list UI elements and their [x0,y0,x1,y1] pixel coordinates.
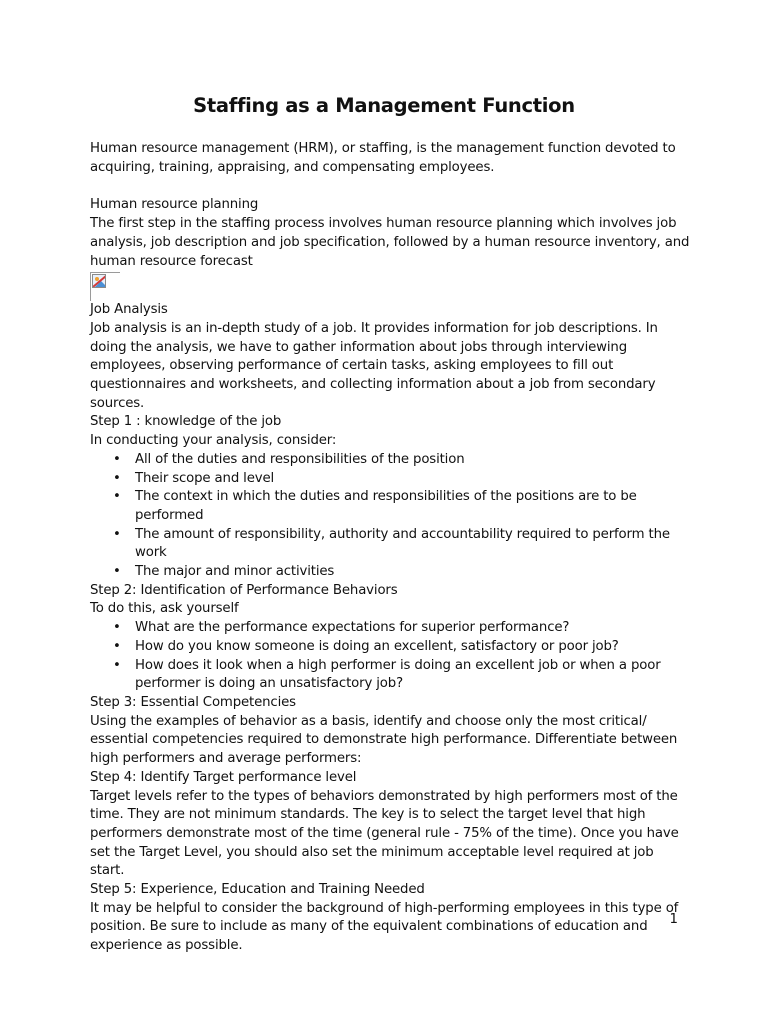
step5-paragraph: It may be helpful to consider the background of high-performing employees in this type of position. Be sure to include as many of the equivalent combinations of education and experience as possible. [90,900,679,954]
page-number: 1 [669,912,678,927]
paragraph-gap [90,177,690,196]
list-item: • The amount of responsibility, authority and accountability required to perform the work [135,526,690,563]
job-analysis-paragraph: Job analysis is an in-depth study of a job. It provides information for job descriptions. In doing the analysis, we have to gather information about jobs through interviewing employees, observing performance of certain tasks, asking employees to fill out questionnaires and worksheets, and collecting information about a job from secondary sources. [90,320,658,411]
list-item: • The major and minor activities [135,563,690,582]
step3-heading: Step 3: Essential Competencies [90,694,296,710]
step1-bullet-list [90,451,690,582]
step4-paragraph: Target levels refer to the types of behaviors demonstrated by high performers most of the time. They are not minimum standards. The key is to select the target level that high performers demonstrate most of the time (general rule - 75% of the time). Once you have set the Target Level, you should also set the minimum acceptable level required at job start. [90,788,679,879]
list-item: • The context in which the duties and responsibilities of the positions are to be performed [135,488,690,525]
step2-bullet-list [90,619,690,694]
hr-planning-heading: Human resource planning [90,197,259,213]
list-item: • Their scope and level [135,470,690,489]
list-item: • How do you know someone is doing an excellent, satisfactory or poor job? [135,638,690,657]
page-title: Staffing as a Management Function [193,94,575,117]
step5-heading: Step 5: Experience, Education and Training Needed [90,882,425,898]
step1-intro: In conducting your analysis, consider: [90,433,337,449]
step2-intro: To do this, ask yourself [90,601,239,617]
list-item: • What are the performance expectations for superior performance? [135,619,690,638]
job-analysis-heading: Job Analysis [90,302,168,318]
step2-heading: Step 2: Identification of Performance Behaviors [90,582,398,598]
list-item: • How does it look when a high performer is doing an excellent job or when a poor performer is doing an unsatisfactory job? [135,657,690,694]
hr-planning-paragraph: The first step in the staffing process involves human resource planning which involves job analysis, job description and job specification, followed by a human resource inventory, and human resource forecast [90,216,690,269]
document-body [90,140,690,956]
list-item: • All of the duties and responsibilities of the position [135,451,690,470]
image-frame-left [90,272,91,301]
intro-paragraph: Human resource management (HRM), or staffing, is the management function devoted to acquiring, training, appraising, and compensating employees. [90,141,676,175]
image-placeholder-icon [92,274,106,288]
step3-paragraph: Using the examples of behavior as a basis, identify and choose only the most critical/ essential competencies required to demonstrate high performance. Differentiate between high performers and average performers: [90,713,678,767]
broken-image-icon [90,272,120,301]
step4-heading: Step 4: Identify Target performance level [90,769,357,785]
image-frame-top [90,272,120,273]
step1-heading: Step 1 : knowledge of the job [90,414,282,430]
